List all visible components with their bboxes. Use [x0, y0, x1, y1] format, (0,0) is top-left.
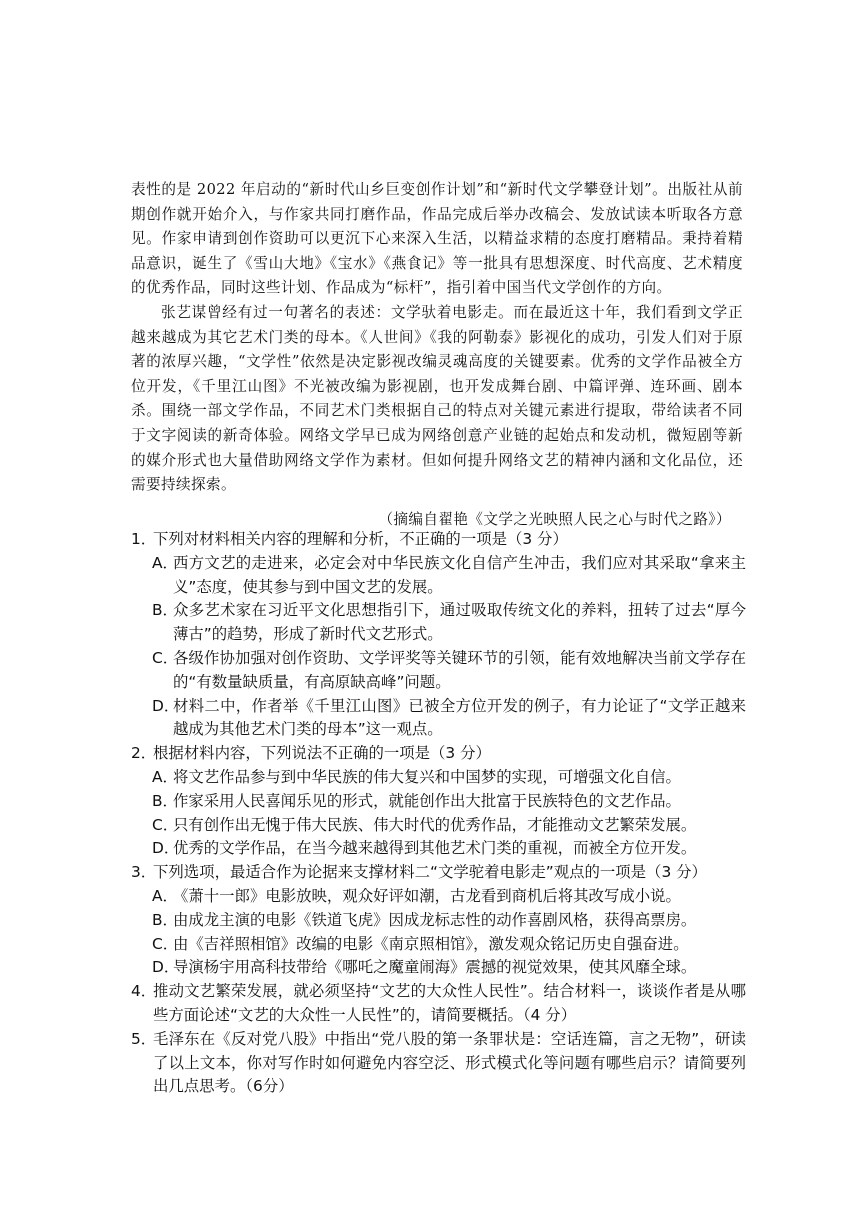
option-label: A． — [152, 767, 178, 786]
option-3b[interactable] — [131, 909, 746, 933]
option-3d[interactable] — [131, 956, 746, 980]
option-text: 导演杨宇用高科技带给《哪吒之魔童闹海》震撼的视觉效果，使其风靡全球。 — [173, 958, 697, 977]
option-text: 优秀的文学作品，在当今越来越得到其他艺术门类的重视，而被全方位开发。 — [173, 839, 697, 858]
option-1c[interactable] — [131, 647, 746, 695]
question-stem: 推动文艺繁荣发展，就必须坚持“文艺的大众性人民性”。结合材料一，谈谈作者是从哪些方面论述“文艺的大众性一人民性”的，请简要概括。（4 分） — [153, 982, 746, 1024]
question-stem: 毛泽东在《反对党八股》中指出“党八股的第一条罪状是：空话连篇，言之无物”，研读了以上文本，你对写作时如何避免内容空泛、形式模式化等问题有哪些启示？请简要列出几点思考。（6分） — [153, 1029, 746, 1096]
question-number: 2． — [131, 744, 157, 763]
question-4 — [131, 980, 746, 1028]
option-label: D． — [152, 696, 180, 715]
question-number: 5． — [131, 1029, 157, 1048]
option-label: B． — [152, 791, 178, 810]
question-2 — [131, 742, 746, 766]
option-label: D． — [152, 958, 180, 977]
option-label: C． — [152, 648, 179, 667]
question-5 — [131, 1028, 746, 1099]
option-label: B． — [152, 601, 178, 620]
option-label: A． — [152, 553, 178, 572]
option-label: C． — [152, 815, 179, 834]
passage-source: （摘编自翟艳《文学之光映照人民之心与时代之路》） — [378, 511, 731, 528]
question-number: 3． — [131, 863, 157, 882]
option-text: 由成龙主演的电影《铁道飞虎》因成龙标志性的动作喜剧风格，获得高票房。 — [173, 910, 697, 929]
option-2a[interactable] — [131, 766, 746, 790]
option-label: B． — [152, 910, 178, 929]
option-3a[interactable] — [131, 885, 746, 909]
option-text: 只有创作出无愧于伟大民族、伟大时代的优秀作品，才能推动文艺繁荣发展。 — [173, 815, 697, 834]
reading-passage — [131, 178, 743, 498]
question-stem: 根据材料内容，下列说法不正确的一项是（3 分） — [153, 744, 491, 763]
option-1d[interactable] — [131, 695, 746, 743]
question-stem: 下列选项，最适合作为论据来支撑材料二“文学驼着电影走”观点的一项是（3 分） — [153, 863, 707, 882]
option-1b[interactable] — [131, 599, 746, 647]
option-label: A． — [152, 886, 178, 905]
option-text: 各级作协加强对创作资助、文学评奖等关键环节的引领，能有效地解决当前文学存在的“有数量缺质量，有高原缺高峰”问题。 — [173, 648, 746, 691]
question-1 — [131, 528, 746, 552]
option-text: 由《吉祥照相馆》改编的电影《南京照相馆》，激发观众铭记历史自强奋进。 — [173, 934, 689, 953]
question-3 — [131, 861, 746, 885]
option-label: D． — [152, 839, 180, 858]
option-text: 西方文艺的走进来，必定会对中华民族文化自信产生冲击，我们应对其采取“拿来主义”态度，使其参与到中国文艺的发展。 — [173, 553, 746, 596]
option-3c[interactable] — [131, 933, 746, 957]
question-stem: 下列对材料相关内容的理解和分析，不正确的一项是（3 分） — [153, 530, 568, 548]
passage-paragraph-1: 表性的是 2022 年启动的“新时代山乡巨变创作计划”和“新时代文学攀登计划”。出版社从前期创作就开始介入，与作家共同打磨作品，作品完成后举办改稿会、发放试读本听取各方意见。作家申请到创作资助可以更沉下心来深入生活，以精益求精的态度打磨精品。秉持着精品意识，诞生了《雪山大地》《宝水》《燕食记》等一批具有思想深度、时代高度、艺术精度的优秀作品，同时这些计划、作品成为“标杆”，指引着中国当代文学创作的方向。 — [131, 181, 743, 297]
option-1a[interactable] — [131, 552, 746, 600]
option-text: 众多艺术家在习近平文化思想指引下，通过吸取传统文化的养料，扭转了过去“厚今薄古”的趋势，形成了新时代文艺形式。 — [173, 601, 746, 644]
question-list — [131, 528, 746, 1099]
option-text: 作家采用人民喜闻乐见的形式，就能创作出大批富于民族特色的文艺作品。 — [173, 791, 681, 810]
question-number: 4． — [131, 982, 157, 1001]
option-label: C． — [152, 934, 179, 953]
passage-paragraph-2: 张艺谋曾经有过一句著名的表述：文学驮着电影走。而在最近这十年，我们看到文学正越来越成为其它艺术门类的母本。《人世间》《我的阿勒泰》影视化的成功，引发人们对于原著的浓厚兴趣，“文学性”依然是决定影视改编灵魂高度的关键要素。优秀的文学作品被全方位开发，《千里江山图》不光被改编为影视剧，也开发成舞台剧、中篇评弹、连环画、剧本杀。围绕一部文学作品，不同艺术门类根据自己的特点对关键元素进行提取，带给读者不同于文字阅读的新奇体验。网络文学早已成为网络创意产业链的起始点和发动机，微短剧等新的媒介形式也大量借助网络文学作为素材。但如何提升网络文艺的精神内涵和文化品位，还需要持续探索。 — [131, 303, 743, 494]
option-2d[interactable] — [131, 837, 746, 861]
option-text: 《萧十一郎》电影放映，观众好评如潮，古龙看到商机后将其改写成小说。 — [173, 886, 681, 905]
question-number: 1． — [131, 530, 157, 548]
option-text: 材料二中，作者举《千里江山图》已被全方位开发的例子，有力论证了“文学正越来越成为其他艺术门类的母本”这一观点。 — [173, 696, 746, 739]
option-2c[interactable] — [131, 814, 746, 838]
option-2b[interactable] — [131, 790, 746, 814]
option-text: 将文艺作品参与到中华民族的伟大复兴和中国梦的实现，可增强文化自信。 — [173, 767, 681, 786]
